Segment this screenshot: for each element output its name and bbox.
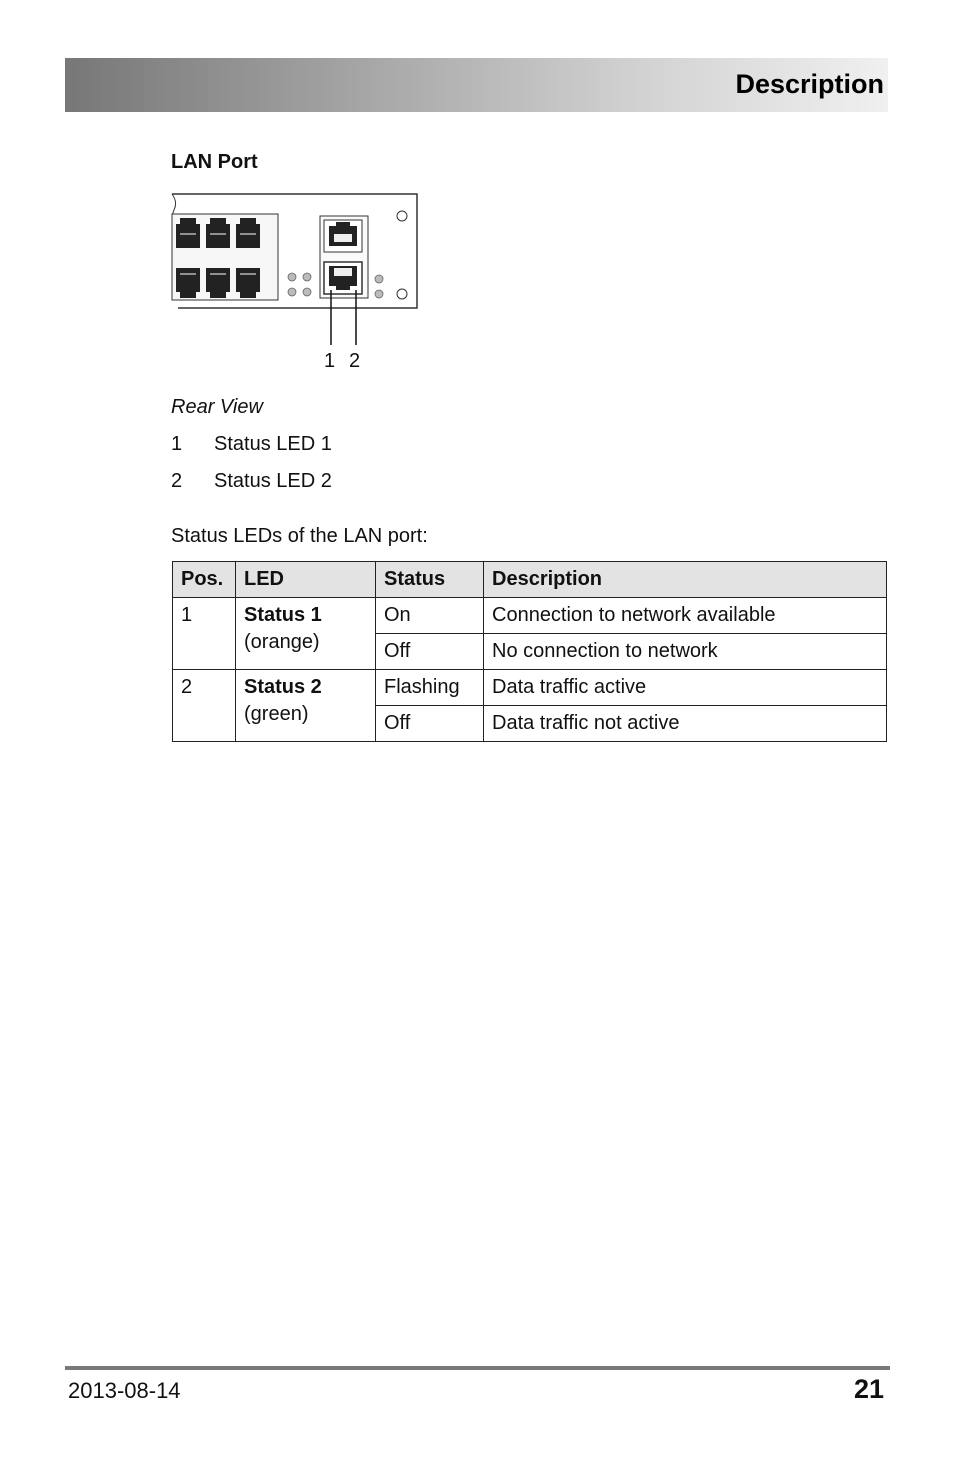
led-name: Status 2	[244, 676, 322, 698]
led-name: Status 1	[244, 604, 322, 626]
cell-status: Off	[376, 634, 484, 670]
section-title: LAN Port	[171, 151, 258, 173]
legend-text: Status LED 2	[214, 470, 332, 492]
table-intro: Status LEDs of the LAN port:	[171, 525, 428, 547]
legend-number: 2	[171, 470, 183, 492]
device-rear-illustration	[170, 190, 430, 350]
table-row	[173, 670, 887, 706]
callout-2-label: 2	[349, 350, 361, 372]
cell-description: Connection to network available	[484, 598, 887, 634]
cell-description: Data traffic active	[484, 670, 887, 706]
header-description: Description	[484, 562, 887, 598]
cell-status: Flashing	[376, 670, 484, 706]
page-header-bar	[65, 58, 888, 112]
header-led: LED	[236, 562, 376, 598]
led-color: (green)	[244, 703, 309, 725]
header-pos: Pos.	[173, 562, 236, 598]
footer-date: 2013-08-14	[68, 1378, 181, 1403]
page-number: 21	[853, 1374, 884, 1404]
cell-led	[236, 598, 376, 670]
cell-status: On	[376, 598, 484, 634]
legend-text: Status LED 1	[214, 433, 332, 455]
cell-status: Off	[376, 706, 484, 742]
cell-led	[236, 670, 376, 742]
cell-description: No connection to network	[484, 634, 887, 670]
header-status: Status	[376, 562, 484, 598]
led-status-table	[172, 561, 887, 742]
footer-divider	[65, 1366, 890, 1370]
page-header-title: Description	[735, 69, 884, 99]
legend-number: 1	[171, 433, 183, 455]
led-color: (orange)	[244, 631, 320, 653]
callout-1-label: 1	[324, 350, 336, 372]
table-row	[173, 598, 887, 634]
lan-port-figure	[170, 190, 430, 382]
cell-description: Data traffic not active	[484, 706, 887, 742]
cell-pos: 1	[173, 598, 236, 670]
cell-pos: 2	[173, 670, 236, 742]
figure-caption: Rear View	[171, 396, 263, 418]
table-header-row	[173, 562, 887, 598]
